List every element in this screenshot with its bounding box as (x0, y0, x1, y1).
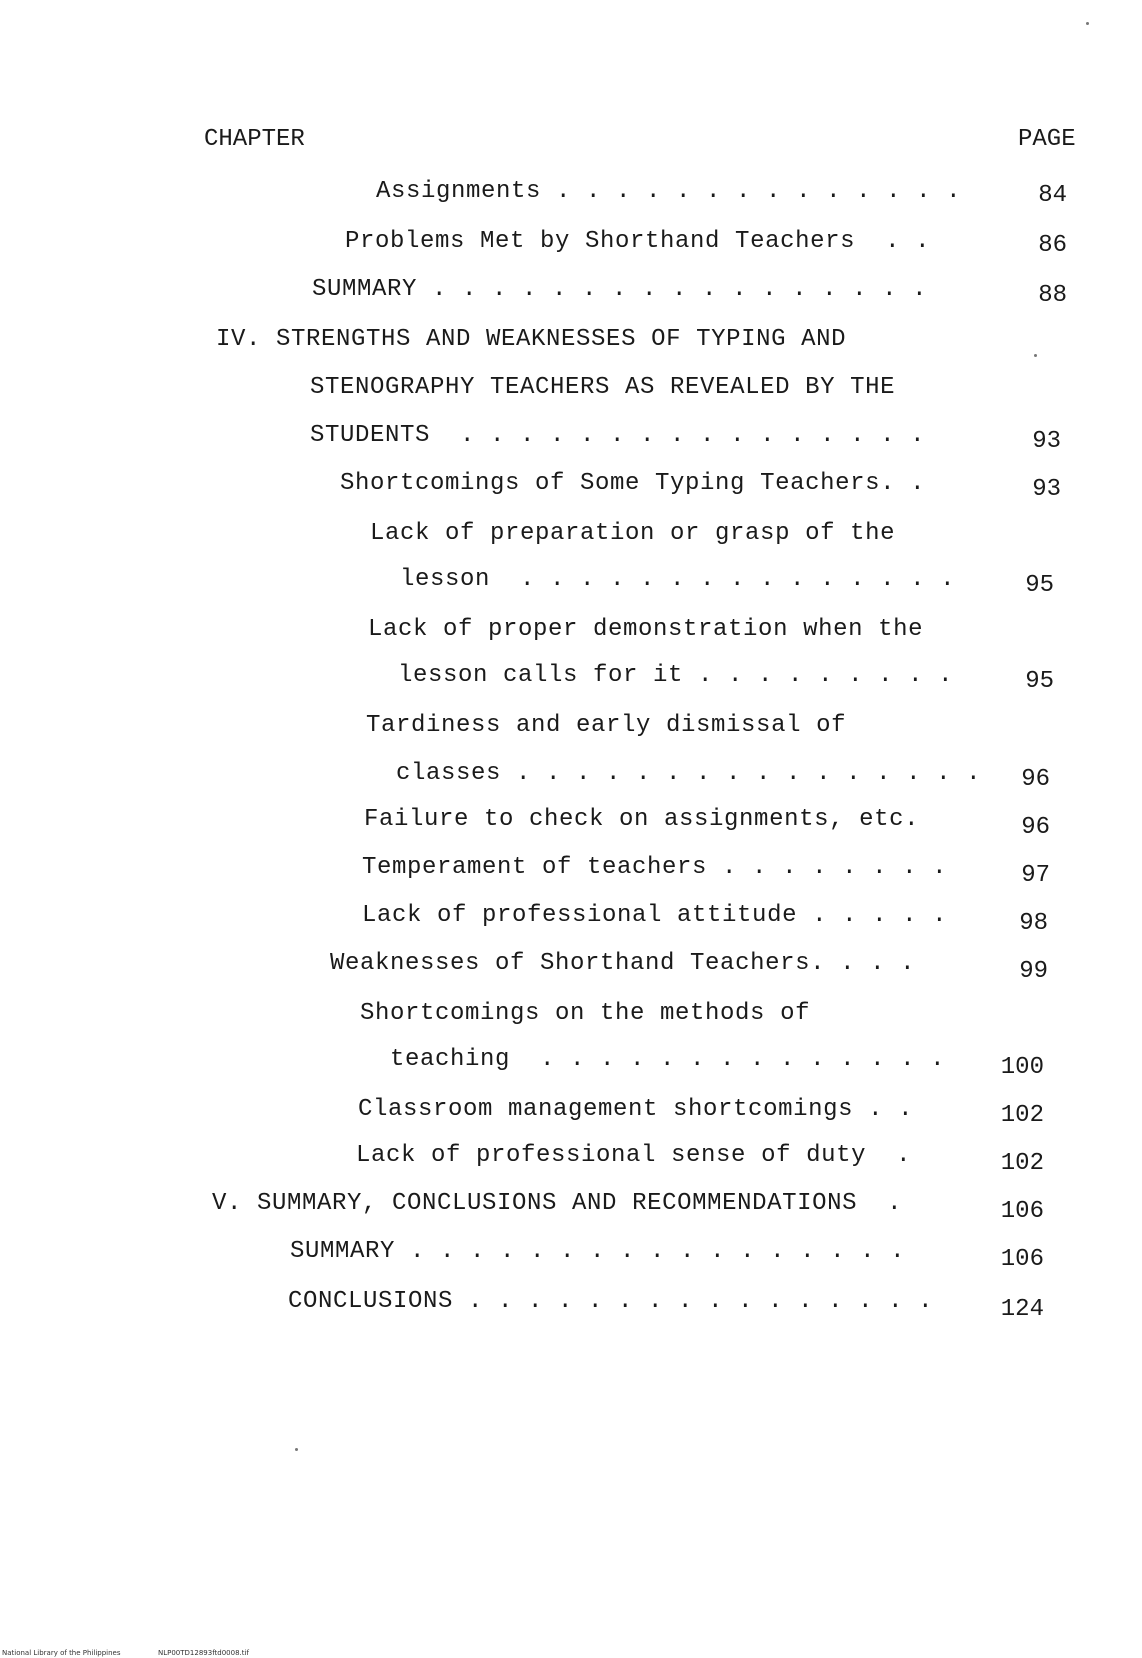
footer-library: National Library of the Philippines (2, 1649, 121, 1657)
toc-entry-text: V. SUMMARY, CONCLUSIONS AND RECOMMENDATIONS . (212, 1190, 903, 1217)
toc-entry-text: Classroom management shortcomings . . (358, 1096, 914, 1123)
toc-entry-page: 96 (1021, 814, 1050, 841)
toc-entry-page: 88 (1038, 282, 1067, 309)
toc-entry-text: Lack of professional attitude . . . . . (362, 902, 948, 929)
toc-entry-text: CONCLUSIONS . . . . . . . . . . . . . . . . (288, 1288, 934, 1315)
toc-entry-page: 93 (1032, 428, 1061, 455)
toc-entry-text: Lack of preparation or grasp of the (370, 520, 896, 547)
toc-entry-page: 95 (1025, 572, 1054, 599)
scan-speck (295, 1448, 298, 1451)
footer-file: NLP00TD12893ftd0008.tif (158, 1649, 249, 1657)
toc-entry-text: lesson . . . . . . . . . . . . . . . (400, 566, 956, 593)
toc-entry-text: Shortcomings of Some Typing Teachers. . (340, 470, 926, 497)
toc-entry-text: Temperament of teachers . . . . . . . . (362, 854, 948, 881)
toc-entry-page: 84 (1038, 182, 1067, 209)
toc-entry-text: classes . . . . . . . . . . . . . . . . (396, 760, 982, 787)
chapter-column-label: CHAPTER (204, 126, 305, 153)
toc-entry-text: SUMMARY . . . . . . . . . . . . . . . . . (290, 1238, 906, 1265)
toc-entry-page: 102 (1000, 1150, 1044, 1177)
toc-entry-page: 95 (1025, 668, 1054, 695)
toc-entry-text: Shortcomings on the methods of (360, 1000, 811, 1027)
toc-entry-page: 106 (1000, 1198, 1044, 1225)
toc-entry-page: 97 (1021, 862, 1050, 889)
toc-entry-text: Tardiness and early dismissal of (366, 712, 847, 739)
toc-entry-page: 124 (1000, 1296, 1044, 1323)
toc-entry-text: STENOGRAPHY TEACHERS AS REVEALED BY THE (310, 374, 896, 401)
toc-entry-page: 93 (1032, 476, 1061, 503)
toc-entry-page: 98 (1019, 910, 1048, 937)
toc-entry-text: IV. STRENGTHS AND WEAKNESSES OF TYPING AND (216, 326, 847, 353)
toc-entry-text: Lack of professional sense of duty . (356, 1142, 912, 1169)
toc-entry-text: lesson calls for it . . . . . . . . . (398, 662, 954, 689)
scan-speck (1086, 22, 1089, 25)
toc-entry-page: 86 (1038, 232, 1067, 259)
toc-entry-text: Assignments . . . . . . . . . . . . . . (376, 178, 962, 205)
toc-entry-text: Lack of proper demonstration when the (368, 616, 924, 643)
toc-entry-page: 99 (1019, 958, 1048, 985)
toc-entry-page: 96 (1021, 766, 1050, 793)
scan-speck (1034, 354, 1037, 357)
toc-entry-page: 102 (1000, 1102, 1044, 1129)
toc-entry-page: 100 (1000, 1054, 1044, 1081)
toc-entry-text: Problems Met by Shorthand Teachers . . (345, 228, 931, 255)
page-column-label: PAGE (1018, 126, 1076, 153)
toc-entry-page: 106 (1000, 1246, 1044, 1273)
toc-entry-text: Failure to check on assignments, etc. (364, 806, 920, 833)
toc-entry-text: Weaknesses of Shorthand Teachers. . . . (330, 950, 916, 977)
toc-entry-text: teaching . . . . . . . . . . . . . . (390, 1046, 946, 1073)
toc-entry-text: SUMMARY . . . . . . . . . . . . . . . . . (312, 276, 928, 303)
toc-entry-text: STUDENTS . . . . . . . . . . . . . . . . (310, 422, 926, 449)
